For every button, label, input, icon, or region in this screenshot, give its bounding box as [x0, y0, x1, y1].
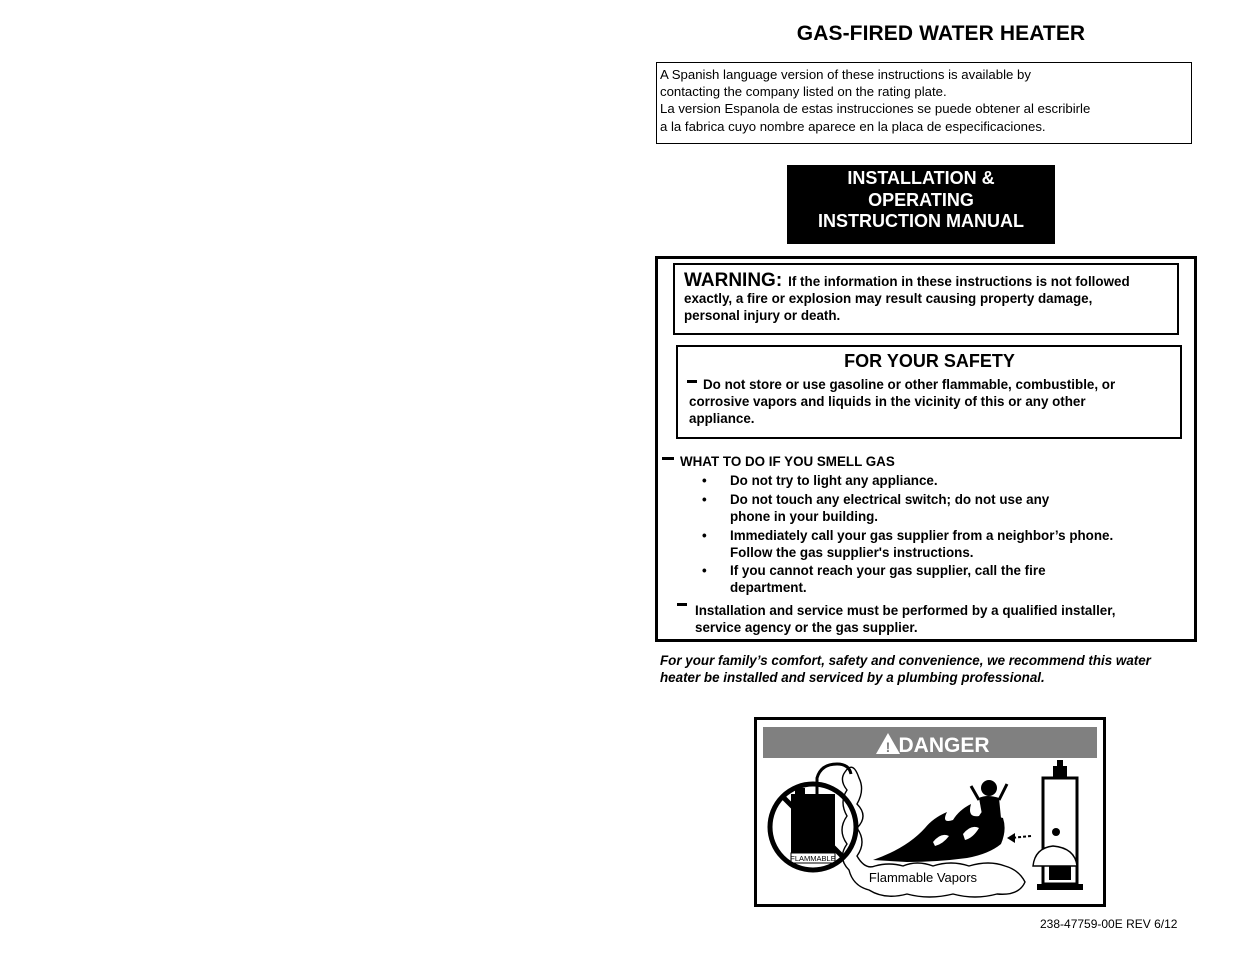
spanish-notice-line: La version Espanola de estas instrucciones se puede obtener al escribirle	[660, 101, 1091, 117]
manual-banner-line: INSTALLATION &	[847, 168, 995, 188]
list-item-text-block	[730, 562, 1150, 596]
list-item-text: department.	[730, 580, 807, 595]
service-text: service agency or the gas supplier.	[695, 620, 918, 635]
list-item-text: Immediately call your gas supplier from a neighbor’s phone.	[730, 528, 1114, 543]
dash-icon	[677, 603, 687, 606]
list-item-text-block	[730, 491, 1150, 525]
list-item-text: Follow the gas supplier's instructions.	[730, 545, 974, 560]
person-icon	[971, 780, 1007, 820]
service-text: Installation and service must be performed by a qualified installer,	[695, 603, 1116, 618]
smell-gas-heading	[662, 453, 895, 470]
list-item-text: If you cannot reach your gas supplier, call the fire	[730, 563, 1046, 578]
arrow-icon	[1007, 833, 1015, 843]
document-number: 238-47759-00E REV 6/12	[1040, 917, 1178, 931]
water-heater-icon	[1033, 760, 1083, 890]
for-your-safety-box	[676, 345, 1182, 439]
manual-banner-line: OPERATING	[868, 189, 974, 210]
family-note-line: For your family’s comfort, safety and convenience, we recommend this water	[660, 653, 1151, 668]
bullet-icon: •	[702, 563, 707, 578]
safety-text: Do not store or use gasoline or other flammable, combustible, or	[703, 377, 1116, 392]
bullet-icon: •	[702, 473, 707, 488]
safety-text: corrosive vapors and liquids in the vicinity of this or any other	[689, 394, 1086, 409]
bullet-icon: •	[702, 492, 707, 507]
smell-gas-title: WHAT TO DO IF YOU SMELL GAS	[680, 454, 895, 469]
danger-label	[754, 717, 1106, 907]
danger-title: DANGER	[898, 734, 990, 757]
spanish-notice-line: a la fabrica cuyo nombre aparece en la placa de especificaciones.	[660, 118, 1046, 134]
manual-banner-line: INSTRUCTION MANUAL	[818, 211, 1024, 231]
warning-text: exactly, a fire or explosion may result causing property damage,	[684, 291, 1093, 306]
spanish-notice-box	[656, 62, 1192, 144]
family-note-line: heater be installed and serviced by a plumbing professional.	[660, 670, 1045, 685]
flammable-vapors-label: Flammable Vapors	[868, 870, 978, 885]
safety-text: appliance.	[689, 411, 755, 426]
safety-title: FOR YOUR SAFETY	[844, 351, 1015, 371]
warning-label: WARNING:	[684, 270, 783, 291]
spanish-notice-line: A Spanish language version of these instructions is available by	[660, 67, 1031, 82]
list-item	[702, 527, 1142, 563]
list-item	[702, 472, 1142, 490]
warning-text: personal injury or death.	[684, 308, 841, 323]
manual-banner	[787, 165, 1055, 244]
spanish-notice-line: contacting the company listed on the rating plate.	[660, 84, 947, 100]
danger-illustration	[757, 720, 1103, 904]
list-item	[702, 562, 1142, 598]
dash-icon	[687, 380, 697, 383]
list-item	[702, 491, 1142, 527]
warning-text: If the information in these instructions is not followed	[788, 274, 1130, 289]
list-item-text: Do not try to light any appliance.	[730, 473, 938, 488]
family-note	[660, 652, 1200, 686]
list-item-text: phone in your building.	[730, 509, 879, 524]
list-item-text-block	[730, 527, 1150, 561]
dash-icon	[662, 457, 674, 460]
page-title: GAS-FIRED WATER HEATER	[796, 22, 1086, 45]
service-notice	[677, 601, 1157, 636]
flammable-can-label: FLAMMABLE	[790, 854, 836, 863]
bullet-icon: •	[702, 528, 707, 543]
danger-exclaim: !	[885, 739, 891, 755]
list-item-text: Do not touch any electrical switch; do not use any	[730, 492, 1050, 507]
warning-box	[673, 263, 1179, 335]
